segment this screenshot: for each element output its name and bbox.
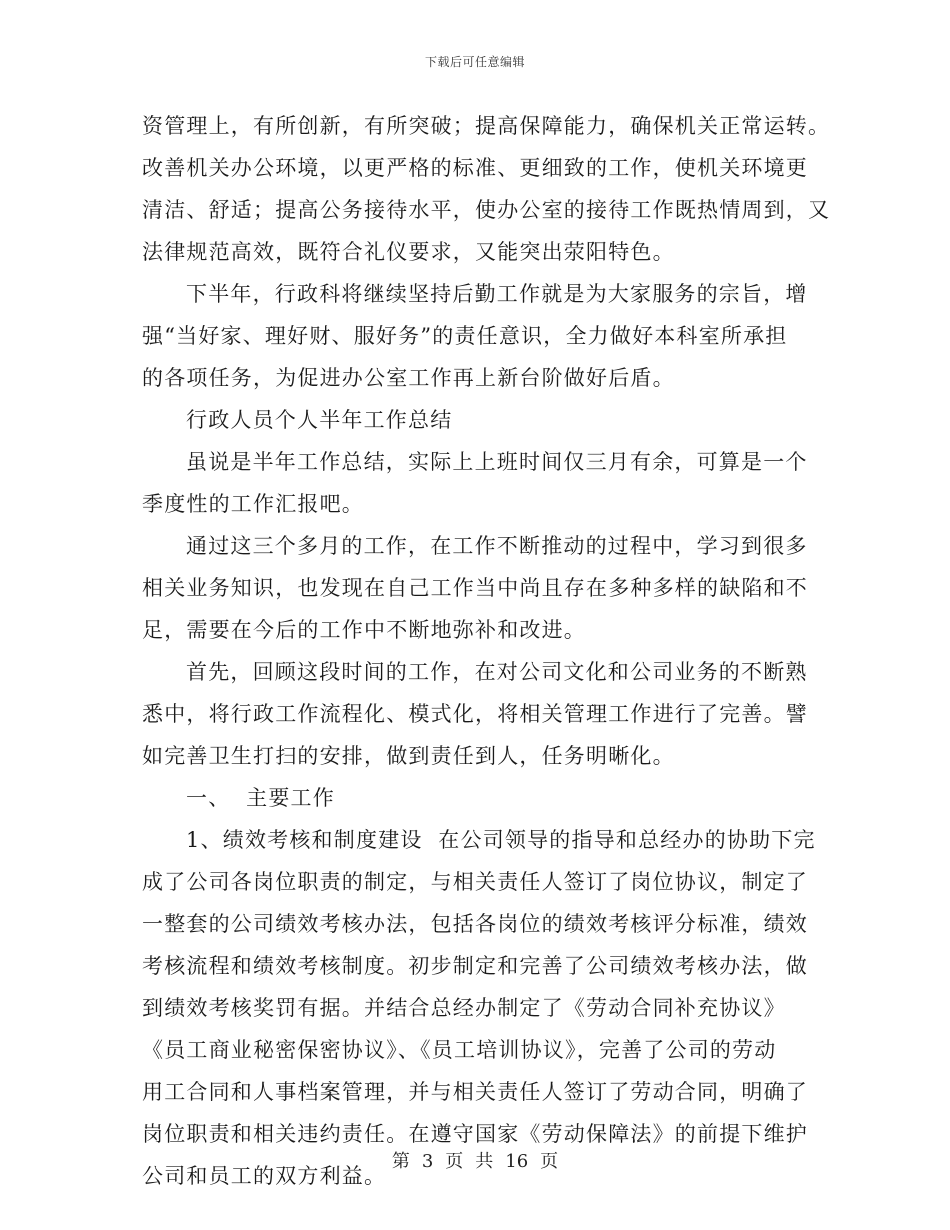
text-line: 成了公司各岗位职责的制定，与相关责任人签订了岗位协议，制定了 bbox=[142, 870, 808, 894]
text-line: 改善机关办公环境，以更严格的标准、更细致的工作，使机关环境更 bbox=[142, 156, 808, 180]
text-line: 季度性的工作汇报吧。 bbox=[142, 492, 364, 516]
text-line: 岗位职责和相关违约责任。在遵守国家《劳动保障法》的前提下维护 bbox=[142, 1122, 808, 1146]
text-line: 考核流程和绩效考核制度。初步制定和完善了公司绩效考核办法，做 bbox=[142, 954, 808, 978]
text-line: 法律规范高效，既符合礼仪要求，又能突出荥阳特色。 bbox=[142, 240, 675, 264]
paragraph bbox=[142, 528, 808, 654]
section-title: 行政人员个人半年工作总结 bbox=[186, 408, 453, 432]
paragraph bbox=[142, 276, 808, 402]
page-footer bbox=[0, 1147, 950, 1173]
text-line: 到绩效考核奖罚有据。并结合总经办制定了《劳动合同补充协议》 bbox=[142, 996, 786, 1020]
page-number: 3 bbox=[421, 1151, 434, 1172]
text-line: 下半年，行政科将继续坚持后勤工作就是为大家服务的宗旨，增 bbox=[186, 282, 808, 306]
text-line: 1、绩效考核和制度建设 在公司领导的指导和总经办的协助下完 bbox=[186, 828, 816, 852]
page-total: 16 bbox=[505, 1151, 529, 1172]
text-line: 足，需要在今后的工作中不断地弥补和改进。 bbox=[142, 618, 586, 642]
header-note: 下载后可任意编辑 bbox=[424, 55, 525, 69]
paragraph bbox=[142, 780, 808, 822]
section-heading: 一、 主要工作 bbox=[186, 786, 335, 810]
text-line: 首先，回顾这段时间的工作，在对公司文化和公司业务的不断熟 bbox=[186, 660, 808, 684]
text-line: 资管理上，有所创新，有所突破；提高保障能力，确保机关正常运转。 bbox=[142, 114, 831, 138]
paragraph bbox=[142, 654, 808, 780]
text-line: 强“当好家、理好财、服好务”的责任意识，全力做好本科室所承担 bbox=[142, 324, 788, 348]
footer-suffix: 页 bbox=[540, 1151, 559, 1172]
footer-total-label: 共 bbox=[475, 1151, 494, 1172]
text-line: 通过这三个多月的工作，在工作不断推动的过程中，学习到很多 bbox=[186, 534, 808, 558]
footer-prefix: 第 bbox=[391, 1151, 410, 1172]
text-line: 公司和员工的双方利益。 bbox=[142, 1164, 387, 1188]
paragraph bbox=[142, 444, 808, 528]
paragraph bbox=[142, 108, 831, 276]
document-body bbox=[142, 108, 831, 1194]
text-line: 一整套的公司绩效考核办法，包括各岗位的绩效考核评分标准，绩效 bbox=[142, 912, 808, 936]
text-line: 的各项任务，为促进办公室工作再上新台阶做好后盾。 bbox=[142, 366, 675, 390]
text-line: 《员工商业秘密保密协议》、《员工培训协议》，完善了公司的劳动 bbox=[142, 1038, 777, 1062]
text-line: 悉中，将行政工作流程化、模式化，将相关管理工作进行了完善。譬 bbox=[142, 702, 808, 726]
text-line: 清洁、舒适；提高公务接待水平，使办公室的接待工作既热情周到，又 bbox=[142, 198, 831, 222]
text-line: 用工合同和人事档案管理，并与相关责任人签订了劳动合同，明确了 bbox=[142, 1080, 808, 1104]
paragraph bbox=[142, 402, 808, 444]
text-line: 虽说是半年工作总结，实际上上班时间仅三月有余，可算是一个 bbox=[186, 450, 808, 474]
footer-mid: 页 bbox=[445, 1151, 464, 1172]
text-line: 如完善卫生打扫的安排，做到责任到人，任务明晰化。 bbox=[142, 744, 675, 768]
text-line: 相关业务知识，也发现在自己工作当中尚且存在多种多样的缺陷和不 bbox=[142, 576, 808, 600]
paragraph bbox=[142, 822, 816, 1194]
